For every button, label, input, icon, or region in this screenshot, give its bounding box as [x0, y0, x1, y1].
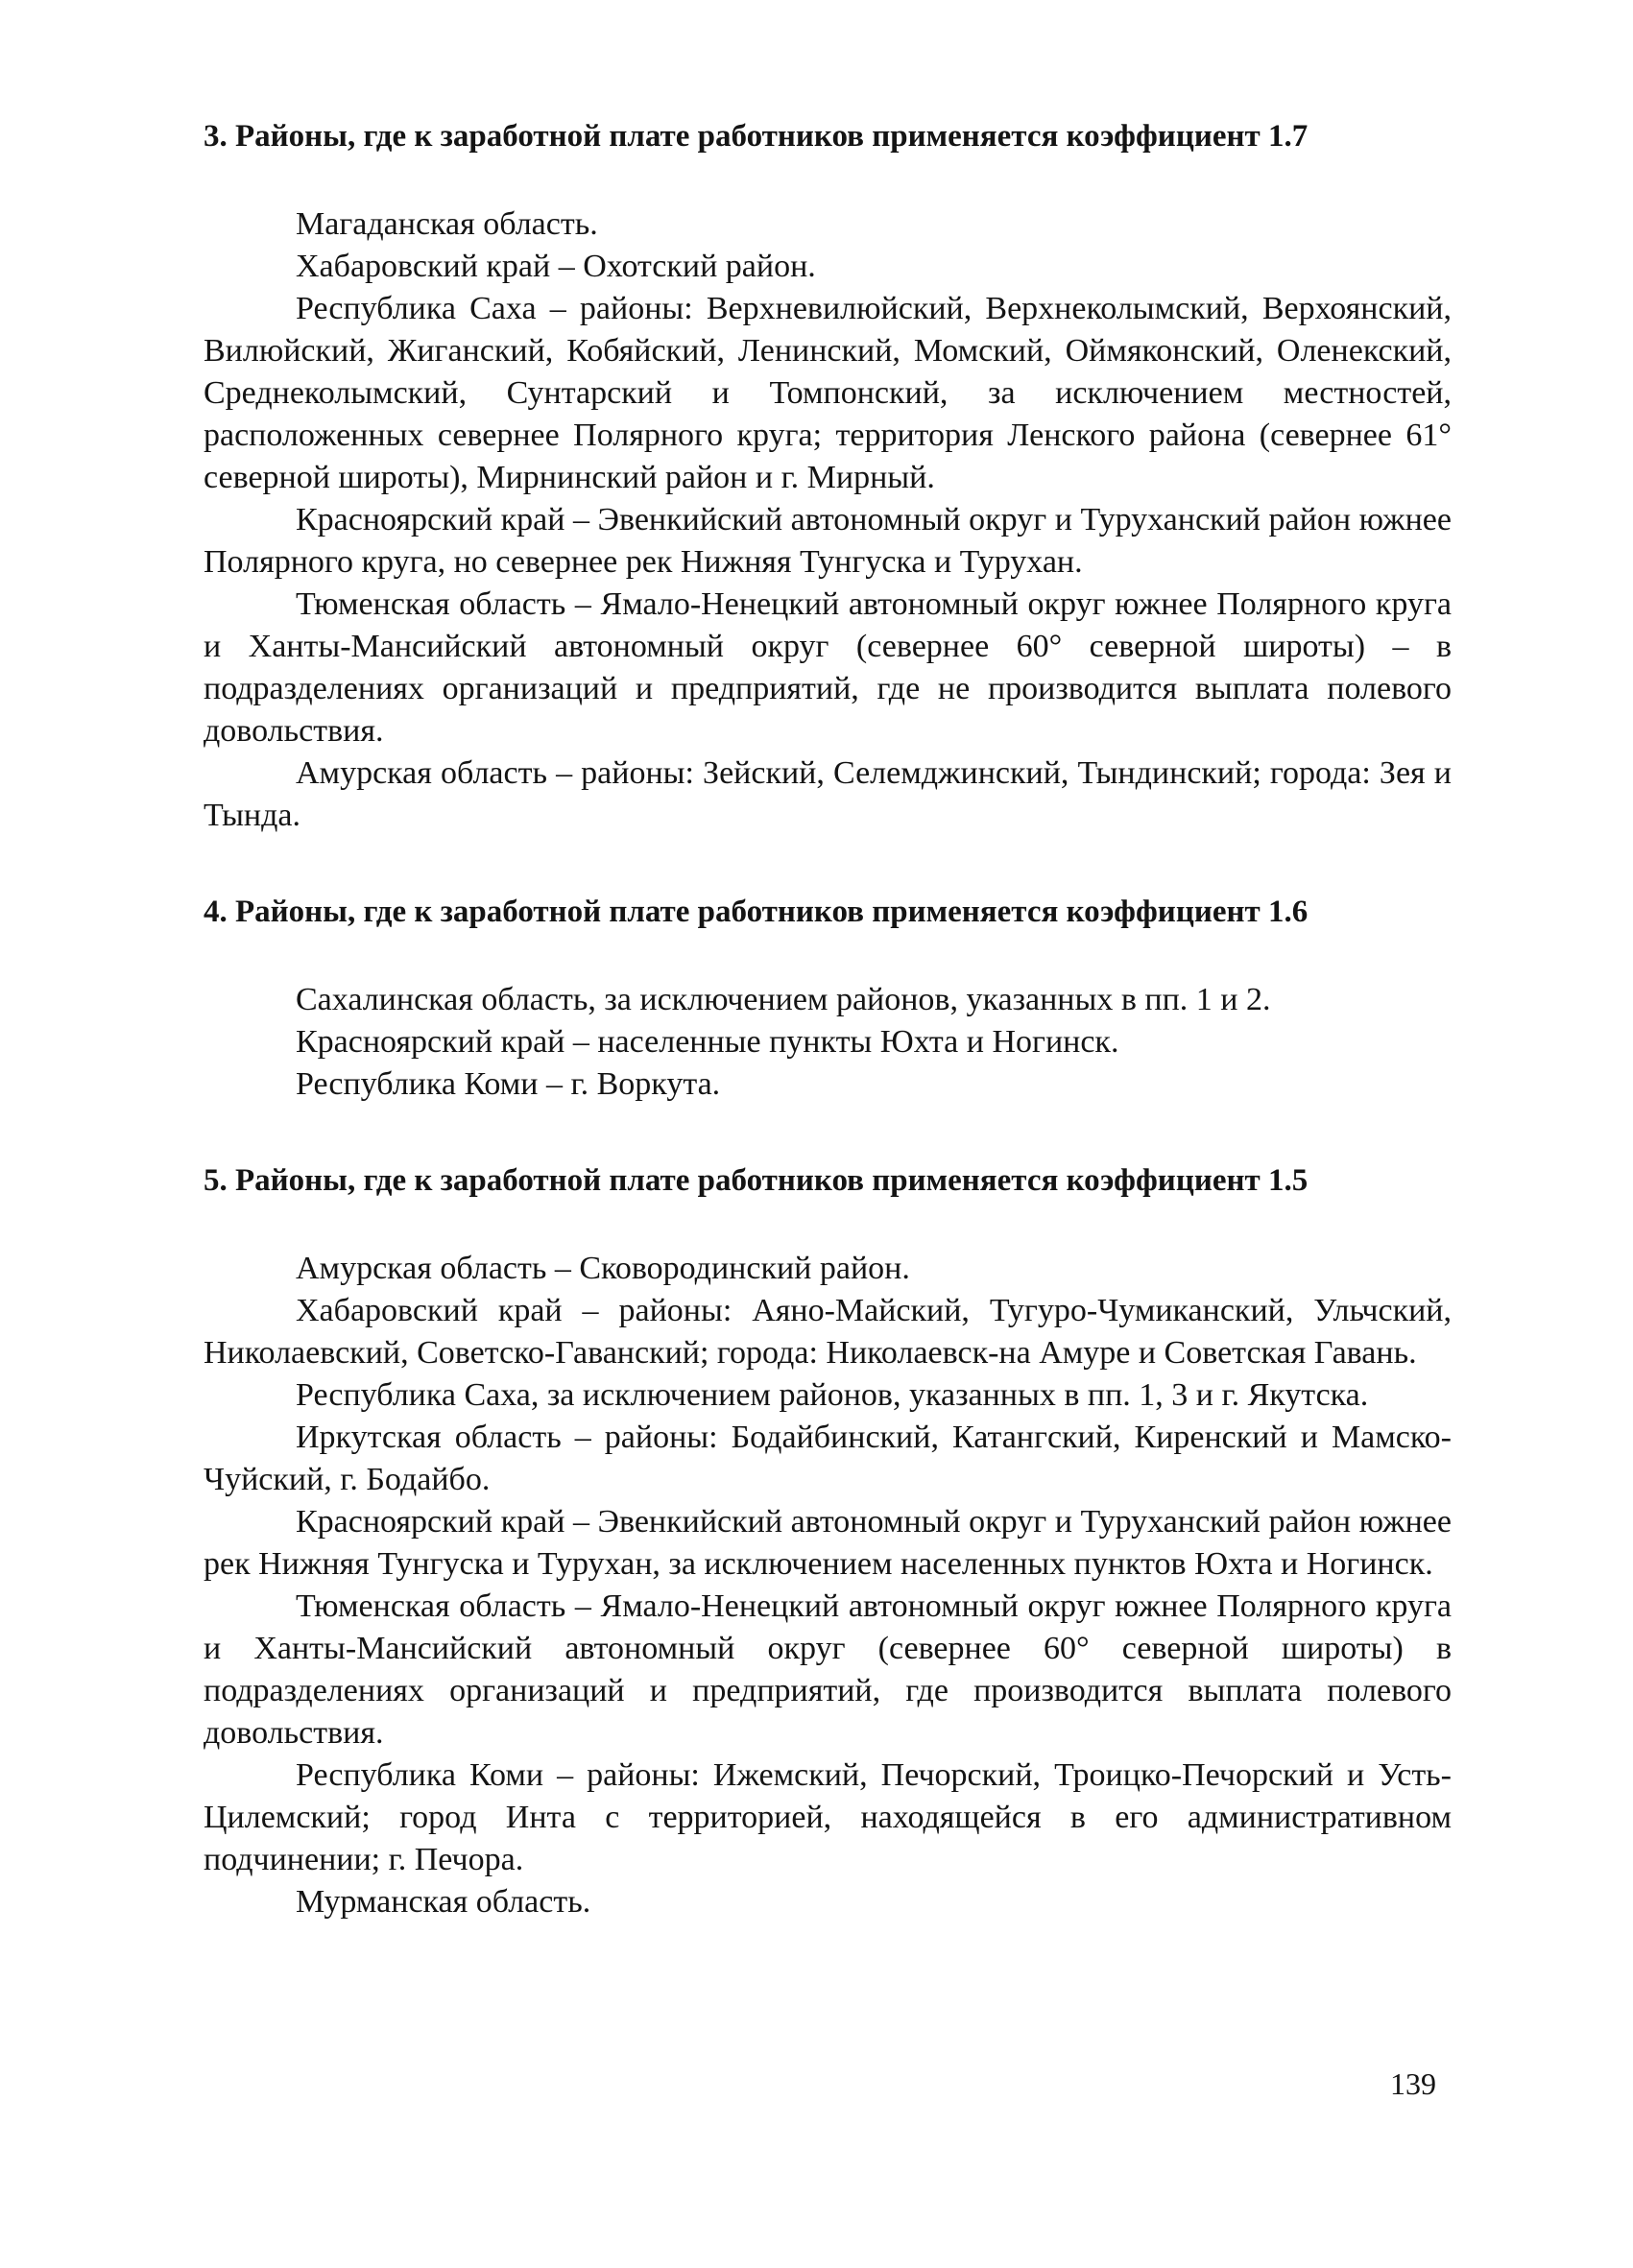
section-coefficient-1-6 [204, 891, 1452, 1106]
paragraph: Мурманская область. [296, 1884, 591, 1920]
section-heading: 3. Районы, где к заработной плате работников применяется коэффициент 1.7 [204, 119, 1309, 154]
paragraph: Тюменская область – Ямало-Ненецкий автономный округ южнее Полярного круга и Ханты-Мансийский автономный округ (севернее 60° северной широты) в подразделениях организаций и предприятий, где производится выплата полевого довольствия. [204, 1588, 1452, 1751]
paragraph: Иркутская область – районы: Бодайбинский, Катангский, Киренский и Мамско-Чуйский, г. Бодайбо. [204, 1420, 1452, 1497]
paragraph: Сахалинская область, за исключением районов, указанных в пп. 1 и 2. [296, 982, 1271, 1017]
section-heading: 4. Районы, где к заработной плате работников применяется коэффициент 1.6 [204, 895, 1309, 929]
page-number: 139 [1390, 2066, 1436, 2101]
paragraph-list [204, 1248, 1452, 1923]
section-coefficient-1-7 [204, 115, 1452, 837]
paragraph: Республика Коми – г. Воркута. [296, 1066, 721, 1102]
paragraph: Хабаровский край – Охотский район. [296, 249, 816, 284]
paragraph: Магаданская область. [296, 206, 598, 242]
document-page [204, 115, 1452, 1977]
paragraph: Республика Саха – районы: Верхневилюйский, Верхнеколымский, Верхоянский, Вилюйский, Жиганский, Кобяйский, Ленинский, Момский, Оймяконский, Оленекский, Среднеколымский, Сунтарский и Томпонский, за исключением местностей, расположенных севернее Полярного круга; территория Ленского района (севернее 61° северной широты), Мирнинский район и г. Мирный. [204, 291, 1452, 495]
section-coefficient-1-5 [204, 1159, 1452, 1923]
section-heading: 5. Районы, где к заработной плате работников применяется коэффициент 1.5 [204, 1163, 1309, 1198]
paragraph: Амурская область – Сковородинский район. [296, 1251, 910, 1286]
paragraph-list [204, 979, 1452, 1106]
paragraph: Красноярский край – Эвенкийский автономный округ и Туруханский район южнее рек Нижняя Тунгуска и Турухан, за исключением населенных пунктов Юхта и Ногинск. [204, 1504, 1452, 1582]
paragraph: Амурская область – районы: Зейский, Селемджинский, Тындинский; города: Зея и Тында. [204, 755, 1452, 833]
paragraph: Хабаровский край – районы: Аяно-Майский, Тугуро-Чумиканский, Ульчский, Николаевский, Советско-Гаванский; города: Николаевск-на Амуре и Советская Гавань. [204, 1293, 1452, 1371]
paragraph: Тюменская область – Ямало-Ненецкий автономный округ южнее Полярного круга и Ханты-Мансийский автономный округ (севернее 60° северной широты) – в подразделениях организаций и предприятий, где не производится выплата полевого довольствия. [204, 586, 1452, 749]
paragraph: Красноярский край – населенные пункты Юхта и Ногинск. [296, 1024, 1119, 1060]
paragraph: Республика Коми – районы: Ижемский, Печорский, Троицко-Печорский и Усть-Цилемский; город Инта с территорией, находящейся в его административном подчинении; г. Печора. [204, 1757, 1452, 1877]
paragraph: Красноярский край – Эвенкийский автономный округ и Туруханский район южнее Полярного круга, но севернее рек Нижняя Тунгуска и Турухан. [204, 502, 1452, 580]
paragraph: Республика Саха, за исключением районов, указанных в пп. 1, 3 и г. Якутска. [296, 1377, 1369, 1413]
paragraph-list [204, 203, 1452, 837]
